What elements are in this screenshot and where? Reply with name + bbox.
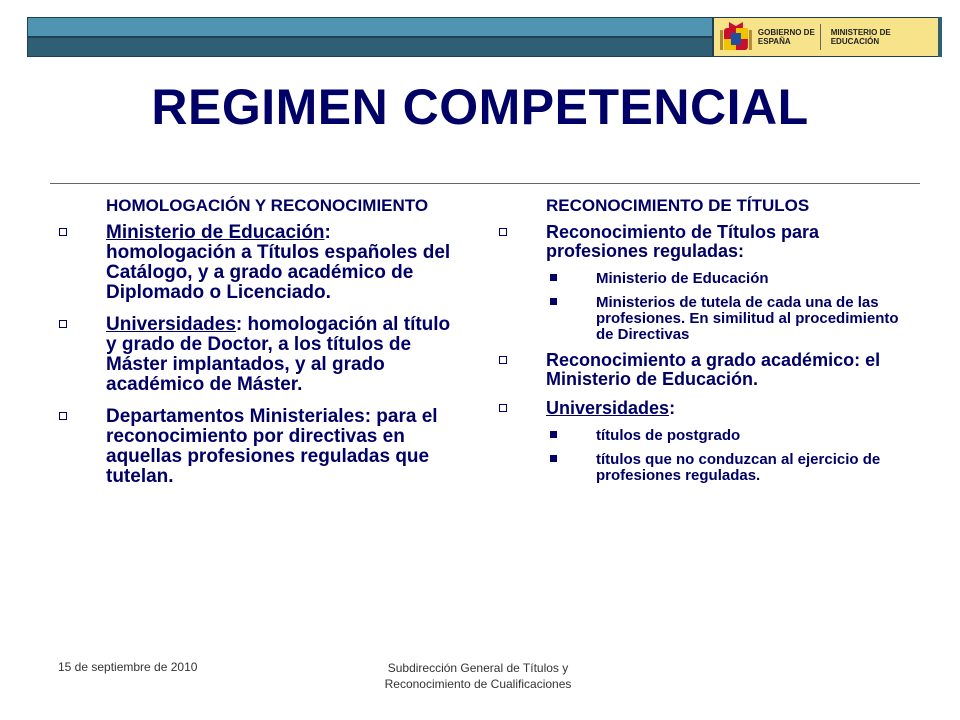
item-text: Departamentos Ministeriales: para el reconocimiento por directivas en aquellas profesiones reguladas que tutelan.: [106, 406, 438, 487]
hollow-square-bullet-icon: [499, 228, 507, 236]
government-logo: [713, 17, 942, 57]
hollow-square-bullet-icon: [59, 412, 67, 420]
header-band-bottom: [27, 37, 713, 57]
footer-department-line: Subdirección General de Títulos y: [387, 661, 569, 675]
coat-of-arms-icon: [720, 20, 752, 54]
title-divider: [50, 183, 920, 184]
footer-department: [348, 660, 608, 692]
hollow-square-bullet-icon: [499, 404, 507, 412]
footer-department-line: Reconocimiento de Cualificaciones: [384, 677, 572, 691]
list-item: [496, 399, 900, 418]
list-item: [56, 407, 456, 487]
logo-edge-strip: [938, 17, 942, 57]
list-item: [496, 351, 900, 389]
filled-square-bullet-icon: [550, 431, 557, 438]
hollow-square-bullet-icon: [59, 228, 67, 236]
item-text: :: [669, 398, 676, 418]
logo-divider: [820, 24, 821, 50]
sub-item-text: Ministerios de tutela de cada una de las profesiones. En similitud al procedimiento de Directivas: [596, 294, 899, 343]
filled-square-bullet-icon: [550, 274, 557, 281]
item-label: Universidades: [106, 314, 236, 335]
item-text: : homologación al título y grado de Doctor, a los títulos de Máster implantados, y al grado académico de Máster.: [106, 314, 451, 395]
list-item: [496, 223, 900, 261]
page-title: REGIMEN COMPETENCIAL: [151, 79, 809, 135]
list-item: [56, 223, 456, 303]
sub-item-text: títulos que no conduzcan al ejercicio de profesiones reguladas.: [596, 451, 881, 484]
logo-gobierno-text: GOBIERNO DE ESPAÑA: [757, 28, 815, 46]
sub-list-item: [496, 428, 900, 444]
sub-item-text: títulos de postgrado: [596, 427, 741, 444]
item-label: Ministerio de Educación: [106, 222, 325, 243]
list-item: [56, 315, 456, 395]
left-heading: HOMOLOGACIÓN Y RECONOCIMIENTO: [106, 196, 429, 215]
sub-list-item: [496, 295, 900, 343]
item-text: Reconocimiento de Títulos para profesiones reguladas:: [546, 222, 820, 261]
left-column: [56, 196, 456, 499]
header-band-top: [27, 17, 713, 37]
hollow-square-bullet-icon: [499, 356, 507, 364]
sub-list-item: [496, 271, 900, 287]
item-label: Universidades: [546, 398, 670, 418]
item-text: : homologación a Títulos españoles del Catálogo, y a grado académico de Diplomado o Licenciado.: [106, 222, 451, 303]
item-text: Reconocimiento a grado académico: el Ministerio de Educación.: [546, 350, 881, 389]
filled-square-bullet-icon: [550, 455, 557, 462]
sub-list-item: [496, 452, 900, 484]
hollow-square-bullet-icon: [59, 320, 67, 328]
right-heading: RECONOCIMIENTO DE TÍTULOS: [546, 196, 810, 215]
filled-square-bullet-icon: [550, 298, 557, 305]
logo-ministerio-text: MINISTERIO DE EDUCACIÓN: [830, 28, 891, 46]
sub-item-text: Ministerio de Educación: [596, 270, 769, 287]
right-column: [496, 196, 900, 492]
footer-date: 15 de septiembre de 2010: [58, 660, 198, 674]
